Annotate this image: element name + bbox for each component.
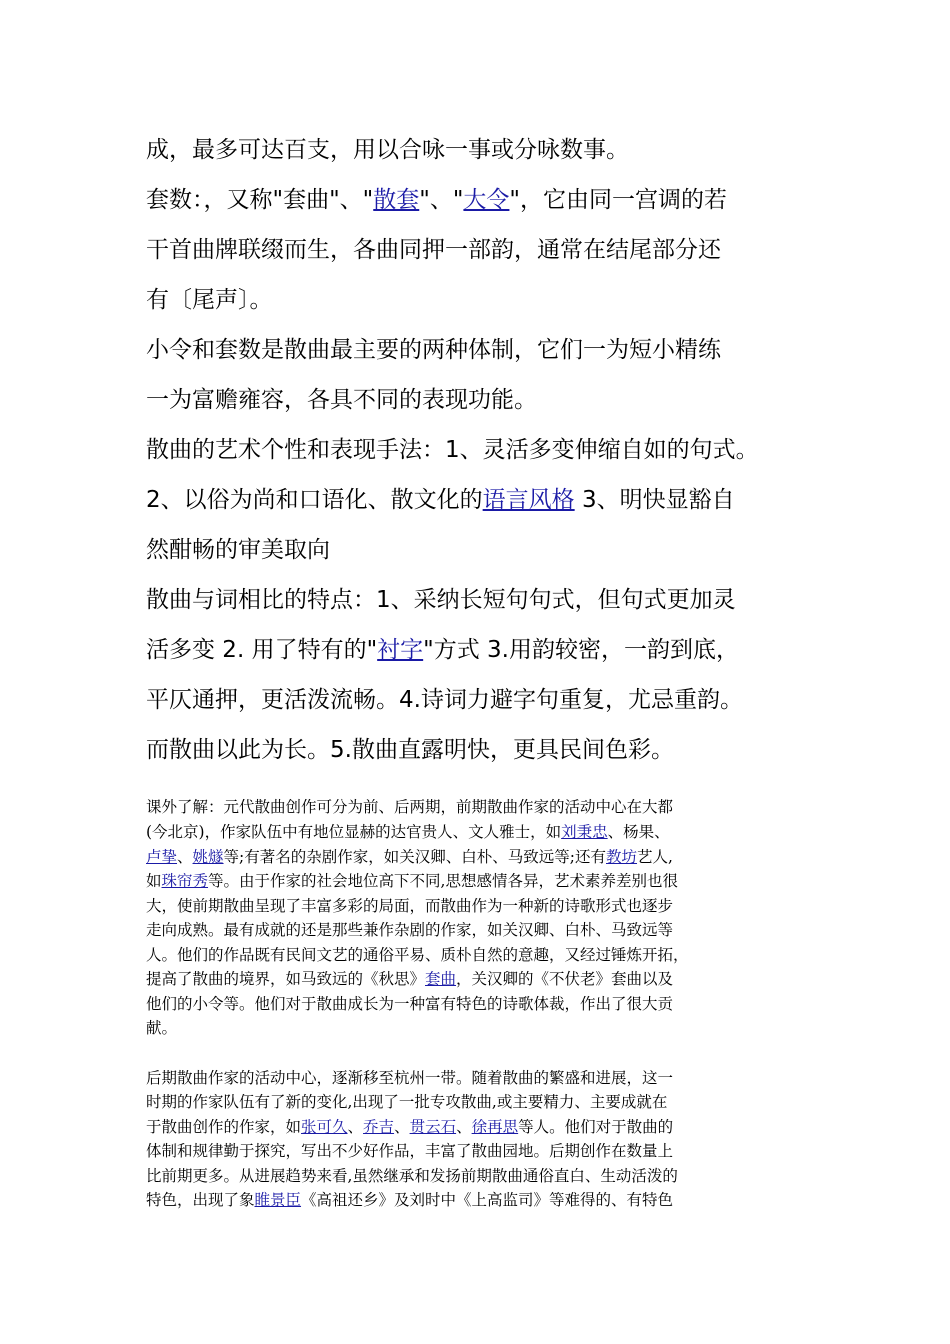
text-span: 走向成熟。最有成就的还是那些兼作杂剧的作家，如关汉卿、白朴、马致远等 — [146, 921, 674, 939]
text-line — [146, 1115, 806, 1140]
text-span: 《高祖还乡》及刘时中《上高监司》等难得的、有特色 — [301, 1191, 674, 1209]
text-span: 有〔尾声〕。 — [146, 287, 273, 313]
text-span: 后期散曲作家的活动中心，逐渐移至杭州一带。随着散曲的繁盛和进展，这一 — [146, 1069, 674, 1087]
text-line — [146, 325, 846, 375]
link-santao[interactable]: 散套 — [373, 187, 420, 213]
text-span: "方式 3.用韵较密，一韵到底， — [423, 637, 739, 663]
text-line — [146, 125, 846, 175]
text-line — [146, 525, 846, 575]
text-line — [146, 425, 846, 475]
text-span: 2、以俗为尚和口语化、散文化的 — [146, 487, 483, 513]
text-span: 、杨果、 — [607, 823, 670, 841]
text-span: ，关汉卿的《不伏老》套曲以及 — [456, 970, 674, 988]
link-sui-jingchen[interactable]: 睢景臣 — [254, 1191, 302, 1209]
text-span: 艺人, — [637, 848, 673, 866]
text-line — [146, 1188, 806, 1213]
link-chenzi[interactable]: 衬字 — [377, 637, 424, 663]
link-xu-zaisi[interactable]: 徐再思 — [471, 1118, 519, 1136]
link-zhu-lianxiu[interactable]: 珠帘秀 — [161, 872, 209, 890]
text-line — [146, 1066, 806, 1091]
text-line — [146, 845, 806, 870]
text-span: 一为富赡雍容，各具不同的表现功能。 — [146, 387, 537, 413]
text-span: 大，使前期散曲呈现了丰富多彩的局面，而散曲作为一种新的诗歌形式也逐步 — [146, 897, 674, 915]
link-daling[interactable]: 大令 — [463, 187, 510, 213]
text-span: 、 — [394, 1118, 410, 1136]
text-span: 小令和套数是散曲最主要的两种体制，它们一为短小精练 — [146, 337, 721, 363]
text-span: 活多变 2. 用了特有的" — [146, 637, 378, 663]
text-span: 而散曲以此为长。5.散曲直露明快，更具民间色彩。 — [146, 737, 674, 763]
text-line — [146, 625, 846, 675]
text-span: 他们的小令等。他们对于散曲成长为一种富有特色的诗歌体裁，作出了很大贡 — [146, 995, 674, 1013]
text-span: 、 — [456, 1118, 472, 1136]
text-span: (今北京)，作家队伍中有地位显赫的达官贵人、文人雅士，如 — [146, 823, 562, 841]
text-line — [146, 943, 806, 968]
link-yao-sui[interactable]: 姚燧 — [192, 848, 224, 866]
text-line — [146, 1016, 806, 1041]
text-line — [146, 992, 806, 1017]
text-span: 等。由于作家的社会地位高下不同,思想感情各异，艺术素养差别也很 — [208, 872, 678, 890]
text-line — [146, 375, 846, 425]
text-line — [146, 967, 806, 992]
text-span: 散曲的艺术个性和表现手法：1、灵活多变伸缩自如的句式。 — [146, 437, 759, 463]
link-jiaofang[interactable]: 教坊 — [606, 848, 638, 866]
text-span: 套数：，又称"套曲"、" — [146, 187, 374, 213]
text-line — [146, 894, 806, 919]
text-line — [146, 725, 846, 775]
text-line — [146, 820, 806, 845]
text-span: 、 — [347, 1118, 364, 1136]
text-span: 成，最多可达百支，用以合咏一事或分咏数事。 — [146, 137, 629, 163]
text-span: 课外了解：元代散曲创作可分为前、后两期，前期散曲作家的活动中心在大都 — [146, 798, 674, 816]
text-span: 等;有著名的杂剧作家，如关汉卿、白朴、马致远等;还有 — [223, 848, 606, 866]
text-span: 时期的作家队伍有了新的变化,出现了一批专攻散曲,或主要精力、主要成就在 — [146, 1093, 668, 1111]
text-span: 、 — [177, 848, 193, 866]
text-line — [146, 1090, 806, 1115]
link-zhang-kejiu[interactable]: 张可久 — [301, 1118, 348, 1136]
text-span: 干首曲牌联缀而生，各曲同押一部韵，通常在结尾部分还 — [146, 237, 721, 263]
text-span: "、" — [419, 187, 464, 213]
link-lu-zhi[interactable]: 卢挚 — [146, 848, 178, 866]
text-span: "，它由同一宫调的若 — [509, 187, 728, 213]
text-span: 如 — [146, 872, 162, 890]
text-span: 平仄通押，更活泼流畅。4.诗词力避字句重复，尤忌重韵。 — [146, 687, 743, 713]
text-line — [146, 869, 806, 894]
text-span: 人。他们的作品既有民间文艺的通俗平易、质朴自然的意趣，又经过锤炼开拓， — [146, 946, 689, 964]
text-span: 然酣畅的审美取向 — [146, 537, 330, 563]
link-language-style[interactable]: 语言风格 — [482, 487, 575, 513]
text-line — [146, 275, 846, 325]
link-qiao-ji[interactable]: 乔吉 — [363, 1118, 395, 1136]
text-span: 于散曲创作的作家，如 — [146, 1118, 302, 1136]
text-line — [146, 675, 846, 725]
text-span: 比前期更多。从进展趋势来看,虽然继承和发扬前期散曲通俗直白、生动活泼的 — [146, 1167, 678, 1185]
link-liu-bingzhong[interactable]: 刘秉忠 — [561, 823, 608, 841]
text-span: 等人。他们对于散曲的 — [518, 1118, 674, 1136]
text-line — [146, 1139, 806, 1164]
text-line — [146, 795, 806, 820]
text-span: 献。 — [146, 1019, 178, 1037]
text-span: 3、明快显豁自 — [574, 487, 735, 513]
text-line — [146, 918, 806, 943]
text-line — [146, 475, 846, 525]
text-span: 散曲与词相比的特点：1、采纳长短句句式，但句式更加灵 — [146, 587, 736, 613]
text-line — [146, 1164, 806, 1189]
text-span: 提高了散曲的境界，如马致远的《秋思》 — [146, 970, 426, 988]
text-span: 特色，出现了象 — [146, 1191, 255, 1209]
text-span: 体制和规律勤于探究，写出不少好作品，丰富了散曲园地。后期创作在数量上 — [146, 1142, 674, 1160]
text-line — [146, 175, 846, 225]
text-line — [146, 575, 846, 625]
link-guan-yunshi[interactable]: 贯云石 — [409, 1118, 457, 1136]
link-taoqu[interactable]: 套曲 — [425, 970, 457, 988]
text-line — [146, 225, 846, 275]
